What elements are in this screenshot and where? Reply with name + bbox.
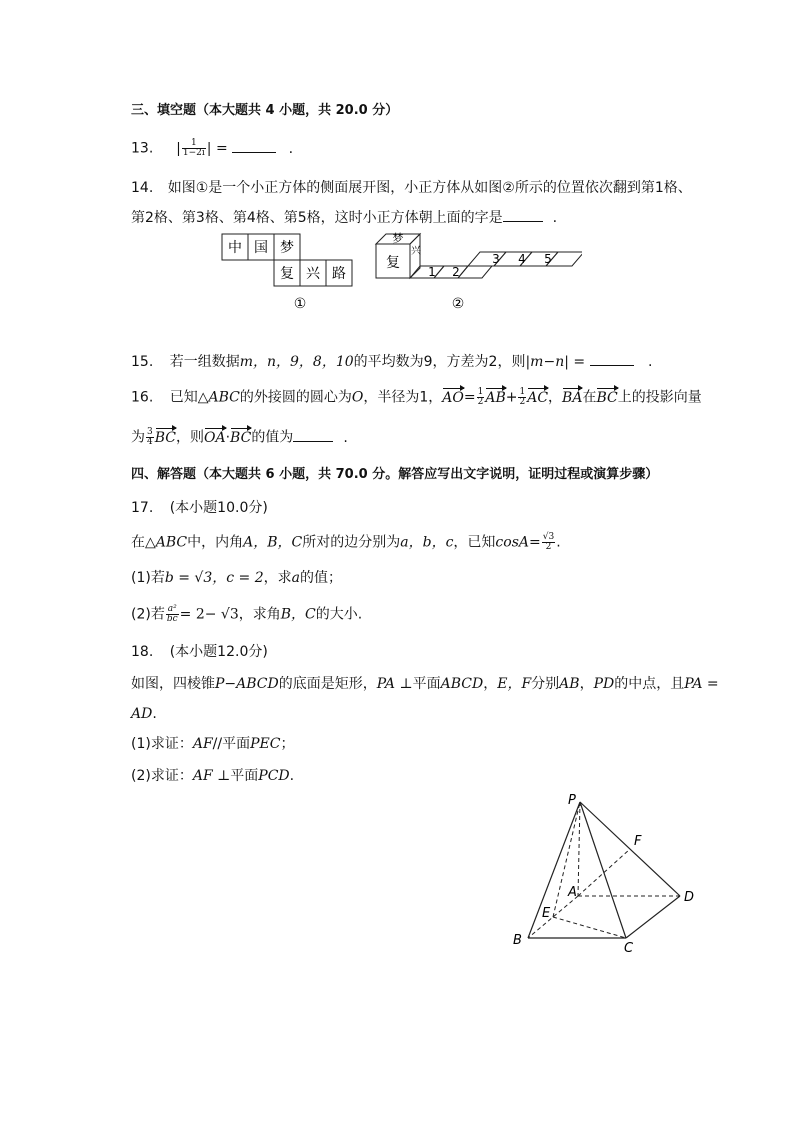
question-18-part1: (1)求证：AF//平面PEC； [131, 736, 295, 752]
question-18-part2: (2)求证：AF ⊥平面PCD. [131, 768, 295, 784]
score-label: (本小题12.0分) [169, 644, 268, 660]
figure-caption-1: ① [293, 296, 307, 312]
answer-blank [503, 209, 543, 222]
net-cell-5: 兴 [306, 266, 320, 282]
label-D: D [684, 890, 695, 905]
question-number: 18. [131, 644, 154, 660]
label-B: B [513, 933, 522, 948]
question-number: 16. [131, 389, 154, 406]
cube-top-face: 梦 [392, 232, 404, 245]
cube-roll-figure [372, 228, 582, 314]
pyramid-figure [508, 790, 708, 958]
net-cell-6: 路 [332, 266, 346, 282]
question-18-stem-line2: AD. [131, 706, 157, 722]
fraction: $\frac{1}{1-2i}$ [182, 138, 205, 158]
grid-cell-1: 1 [428, 265, 436, 279]
section-heading-fill-blank: 三、填空题（本大题共 4 小题，共 20.0 分） [131, 103, 399, 118]
cube-net-figure [220, 232, 360, 312]
section-heading-solutions: 四、解答题（本大题共 6 小题，共 70.0 分。解答应写出文字说明，证明过程或演算步骤） [131, 467, 659, 482]
question-number: 15. [131, 354, 154, 370]
question-17-part1: (1)若b = √3，c = 2，求a的值； [131, 570, 343, 586]
question-17-stem: 在△ABC中，内角A，B，C所对的边分别为a，b，c，已知cosA= $\frac{√3}{2}$ . [131, 532, 561, 552]
question-16-line2: 为 $\frac{3}{4}$ BC，则OA·BC的值为 . [131, 427, 348, 447]
question-18-header [131, 643, 268, 661]
grid-cell-4: 4 [518, 252, 526, 266]
label-A: A [568, 885, 577, 900]
net-cell-4: 复 [280, 266, 294, 282]
question-14-line1: 14. 如图①是一个小正方体的侧面展开图，小正方体从如图②所示的位置依次翻到第1格、 [131, 180, 692, 196]
grid-cell-2: 2 [452, 265, 460, 279]
net-cell-1: 中 [228, 240, 242, 256]
question-number: 14. [131, 180, 154, 196]
answer-blank [232, 140, 276, 153]
label-P: P [568, 793, 576, 808]
answer-blank [590, 353, 634, 366]
label-E: E [542, 906, 551, 921]
label-C: C [624, 941, 634, 956]
figure-caption-2: ② [451, 296, 465, 312]
grid-cell-3: 3 [492, 252, 500, 266]
score-label: (本小题10.0分) [169, 500, 268, 516]
question-15: 15. 若一组数据m，n，9，8，10的平均数为9，方差为2，则|m−n| = . [131, 354, 653, 370]
cube-side-face: 兴 [411, 246, 421, 257]
net-cell-3: 梦 [280, 240, 294, 256]
question-13: 13. | $\frac{1}{1-2i}$ | = . [131, 138, 294, 158]
question-14-line2: 第2格、第3格、第4格、第5格，这时小正方体朝上面的字是 . [131, 210, 558, 226]
cube-front-face: 复 [386, 255, 400, 271]
question-18-stem-line1: 如图，四棱锥P−ABCD的底面是矩形，PA ⊥平面ABCD，E，F分别AB，PD的中点，且PA = [131, 676, 719, 692]
net-cell-2: 国 [254, 240, 268, 256]
question-number: 17. [131, 500, 154, 516]
question-number: 13. [131, 140, 154, 157]
answer-blank [293, 429, 333, 442]
grid-cell-5: 5 [544, 252, 552, 266]
label-F: F [634, 834, 642, 849]
question-16-line1: 16. 已知△ABC的外接圆的圆心为O，半径为1，AO= $\frac{1}{2}$ AB+ $\frac{1}{2}$ AC，BA在BC上的投影向量 [131, 387, 702, 407]
question-17-part2: (2)若 $\frac{\text{a²}}{bc}$ = 2− √3，求角B，C的大小. [131, 604, 363, 624]
question-17-header [131, 499, 268, 517]
